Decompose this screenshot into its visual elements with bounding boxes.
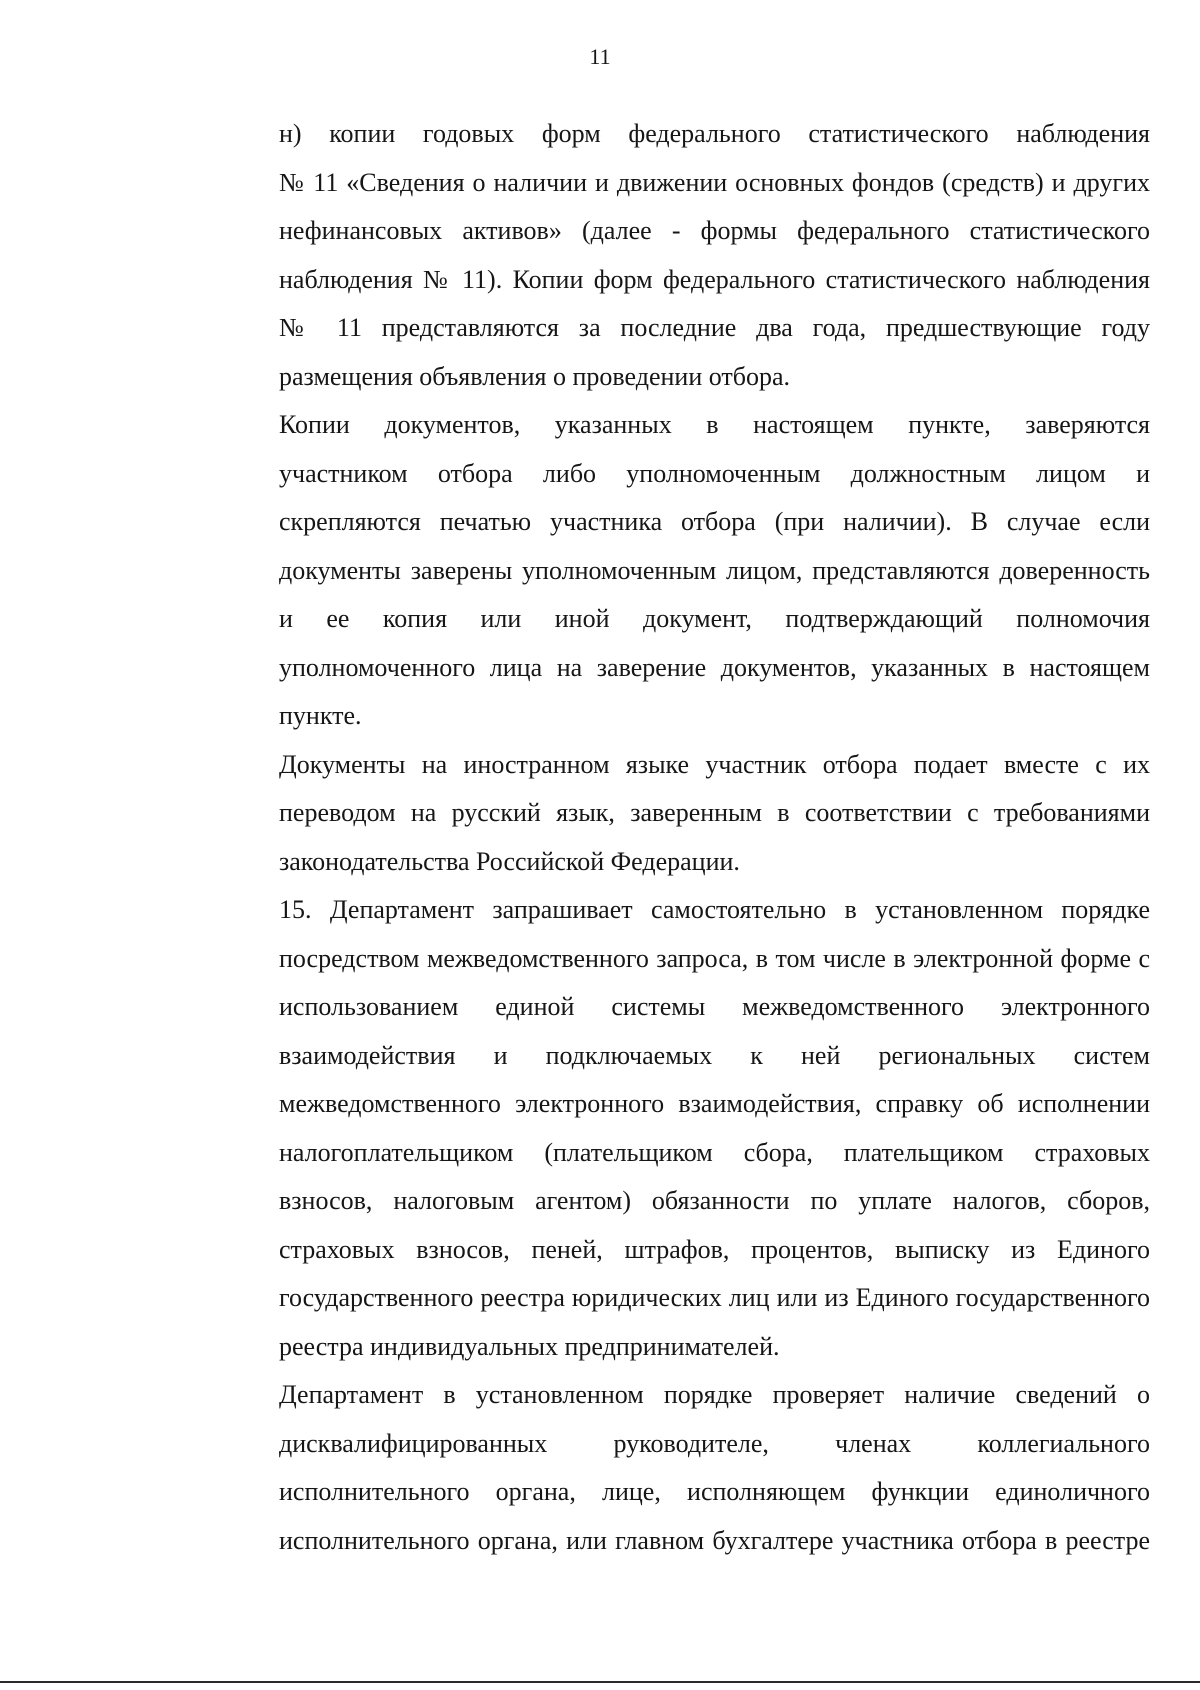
text-line: 15. Департамент запрашивает самостоятельно в установленном порядке: [279, 895, 1150, 924]
text-line: документы заверены уполномоченным лицом, представляются доверенность: [279, 555, 1150, 585]
document-body: [205, 110, 1150, 1565]
text-line: участником отбора либо уполномоченным должностным лицом и: [279, 458, 1150, 488]
text-line: взносов, налоговым агентом) обязанности по уплате налогов, сборов,: [279, 1186, 1150, 1215]
text-line: уполномоченного лица на заверение документов, указанных в настоящем: [279, 652, 1150, 682]
text-line: и ее копия или иной документ, подтверждающий полномочия: [279, 604, 1150, 633]
text-line: исполнительного органа, или главном бухгалтере участника отбора в реестре: [279, 1525, 1150, 1555]
text-line: налогоплательщиком (плательщиком сбора, плательщиком страховых: [279, 1137, 1150, 1167]
paragraph-certification: [205, 401, 1150, 741]
text-line: скрепляются печатью участника отбора (при наличии). В случае если: [279, 507, 1150, 536]
paragraph-item-15: [205, 886, 1150, 1371]
text-line: Департамент в установленном порядке проверяет наличие сведений о: [279, 1380, 1150, 1409]
text-line: Копии документов, указанных в настоящем пункте, заверяются: [279, 410, 1150, 439]
text-line: законодательства Российской Федерации.: [279, 846, 740, 876]
text-line: государственного реестра юридических лиц или из Единого государственного: [279, 1283, 1150, 1312]
text-line: № 11 представляются за последние два года, предшествующие году: [279, 313, 1150, 342]
text-line: пункте.: [279, 701, 362, 730]
text-line: реестра индивидуальных предпринимателей.: [279, 1331, 780, 1361]
paragraph-foreign-documents: [205, 741, 1150, 887]
text-line: межведомственного электронного взаимодействия, справку об исполнении: [279, 1089, 1150, 1118]
page-bottom-rule: [0, 1681, 1200, 1683]
text-line: использованием единой системы межведомственного электронного: [279, 992, 1150, 1021]
text-line: нефинансовых активов» (далее - формы федерального статистического: [279, 216, 1150, 245]
page-number: 11: [589, 44, 611, 69]
text-line: исполнительного органа, лице, исполняющем функции единоличного: [279, 1477, 1150, 1506]
paragraph-disqualified-check: [205, 1371, 1150, 1565]
text-line: страховых взносов, пеней, штрафов, процентов, выписку из Единого: [279, 1234, 1150, 1264]
text-line: н) копии годовых форм федерального статистического наблюдения: [279, 119, 1150, 148]
text-line: размещения объявления о проведении отбора.: [279, 361, 791, 391]
text-line: № 11 «Сведения о наличии и движении основных фондов (средств) и других: [279, 167, 1150, 197]
text-line: наблюдения № 11). Копии форм федерального статистического наблюдения: [279, 264, 1150, 294]
paragraph-forms-copies: [205, 110, 1150, 401]
text-line: дисквалифицированных руководителе, членах коллегиального: [279, 1428, 1150, 1458]
text-line: взаимодействия и подключаемых к ней региональных систем: [279, 1040, 1150, 1070]
text-line: посредством межведомственного запроса, в том числе в электронной форме с: [279, 943, 1150, 973]
text-line: Документы на иностранном языке участник отбора подает вместе с их: [279, 749, 1150, 779]
text-line: переводом на русский язык, заверенным в соответствии с требованиями: [279, 798, 1150, 827]
